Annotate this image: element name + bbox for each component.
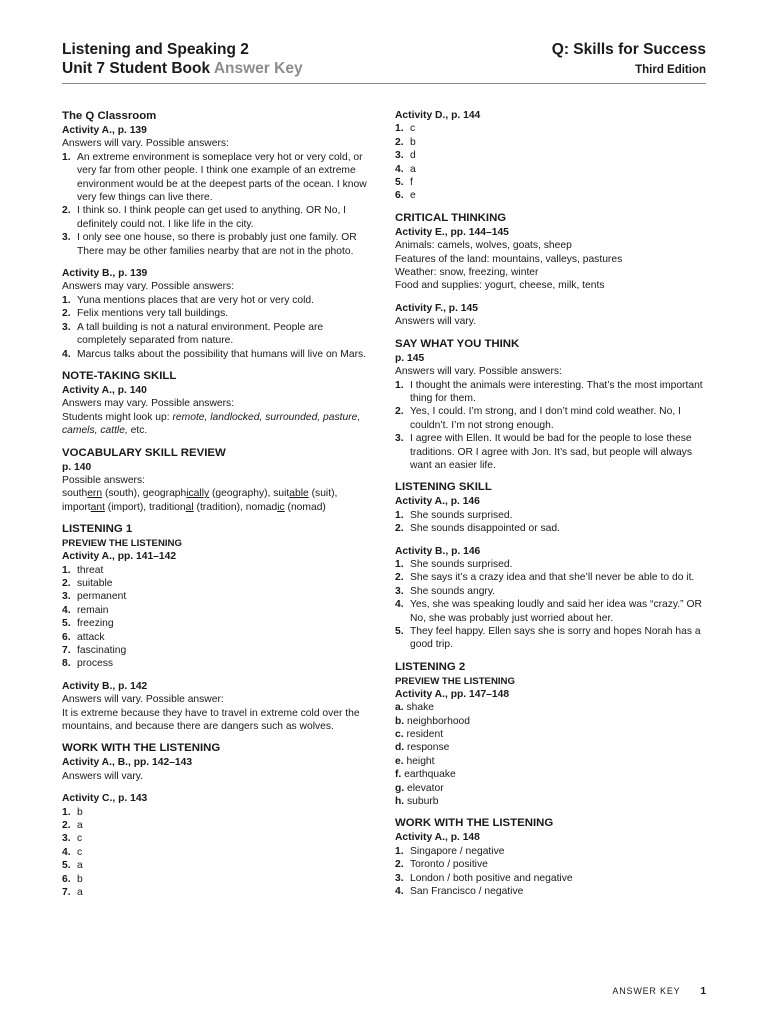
list-item <box>395 885 707 898</box>
unit-label: Unit 7 Student Book <box>62 60 211 77</box>
list-item <box>395 136 707 149</box>
item-text: a <box>410 163 416 175</box>
item-text: a <box>77 860 83 872</box>
word-root: (tradition), <box>193 501 246 513</box>
list-item <box>62 859 374 872</box>
word-root: (import), <box>104 501 149 513</box>
list-item <box>395 176 707 189</box>
item-number: 2. <box>62 205 71 217</box>
item-letter: h. <box>395 796 405 808</box>
answer-text: Answers will vary. <box>395 316 477 328</box>
page-header <box>62 40 706 84</box>
section-title-listening-1: LISTENING 1 <box>62 523 133 536</box>
item-text: height <box>406 755 435 767</box>
activity-intro: Answers will vary. Possible answers: <box>395 366 562 378</box>
list-item <box>395 558 707 571</box>
list-item <box>62 577 374 590</box>
letter-answer <box>395 782 707 795</box>
item-letter: a. <box>395 702 404 714</box>
item-number: 5. <box>395 626 404 637</box>
activity-heading: p. 140 <box>62 461 92 473</box>
item-text: She sounds surprised. <box>410 558 513 570</box>
activity-heading: Activity A., p. 148 <box>395 832 480 844</box>
activity-intro: Answers will vary. Possible answer: <box>62 694 224 706</box>
list-item <box>395 149 707 162</box>
word-suffix: ern <box>87 488 103 500</box>
activity-heading: Activity E., pp. 144–145 <box>395 226 509 238</box>
item-text: She sounds surprised. <box>410 509 513 521</box>
item-text: I thought the animals were interesting. That’s the most important thing for them. <box>410 379 703 404</box>
page-footer <box>560 986 706 997</box>
answer-line: Weather: snow, freezing, winter <box>395 267 539 279</box>
item-number: 3. <box>62 833 71 845</box>
section-title-vocabulary: VOCABULARY SKILL REVIEW <box>62 446 226 459</box>
series-title: Q: Skills for Success <box>551 41 706 58</box>
list-item <box>62 617 374 630</box>
item-number: 1. <box>62 806 71 818</box>
unit-title <box>62 59 303 78</box>
item-text: Marcus talks about the possibility that humans will live on Mars. <box>77 348 367 360</box>
item-text: She sounds disappointed or sad. <box>410 523 560 535</box>
list-item <box>395 858 707 871</box>
word-stem: south <box>62 488 88 500</box>
word-stem: suit <box>273 488 290 500</box>
item-letter: e. <box>395 755 404 767</box>
header-left <box>62 40 303 78</box>
item-number: 1. <box>395 509 404 521</box>
left-column <box>62 107 374 900</box>
answer-prefix: Students might look up: <box>62 411 173 423</box>
word-suffix: ant <box>90 501 105 513</box>
activity-heading: Activity A., pp. 147–148 <box>395 688 510 700</box>
word-root: (nomad) <box>284 501 326 513</box>
item-text: freezing <box>77 618 114 630</box>
item-number: 7. <box>62 887 71 899</box>
item-text: elevator <box>407 782 444 794</box>
item-letter: d. <box>395 742 405 754</box>
letter-answer <box>395 715 707 728</box>
answer-line: Features of the land: mountains, valleys, pastures <box>395 253 623 265</box>
list-item <box>395 379 707 406</box>
item-text: f <box>410 177 413 189</box>
item-number: 5. <box>62 618 71 630</box>
word-suffix: ic <box>277 501 285 513</box>
activity-intro: Answers may vary. Possible answers: <box>62 398 235 410</box>
activity-intro: Answers may vary. Possible answers: <box>62 281 235 293</box>
item-number: 2. <box>62 820 71 832</box>
item-number: 1. <box>395 123 404 135</box>
item-number: 6. <box>62 631 71 643</box>
list-item <box>395 405 707 432</box>
answer-list <box>62 151 374 258</box>
section-title-work-with-listening-2: WORK WITH THE LISTENING <box>395 817 554 830</box>
item-number: 1. <box>395 845 404 857</box>
word-suffix: ically <box>186 488 210 500</box>
item-number: 1. <box>62 564 71 576</box>
edition-label: Third Edition <box>635 64 706 76</box>
list-item <box>395 585 707 598</box>
item-text: remain <box>77 604 109 616</box>
item-text: b <box>410 136 416 148</box>
item-text: shake <box>406 702 434 714</box>
activity-intro: Answers will vary. Possible answers: <box>62 138 229 150</box>
book-title: Listening and Speaking 2 <box>62 41 249 58</box>
answer-list <box>395 122 707 202</box>
item-number: 5. <box>62 860 71 872</box>
word-root: (south), <box>102 488 143 500</box>
list-item <box>395 845 707 858</box>
page-number: 1 <box>700 986 706 997</box>
word-stem: geograph <box>142 488 187 500</box>
word-root: (suit), <box>308 488 338 500</box>
word-stem: tradition <box>149 501 186 513</box>
item-number: 4. <box>62 604 71 616</box>
vocab-answers <box>62 487 374 514</box>
item-text: I agree with Ellen. It would be bad for the people to lose these traditions. OR I agree with Jon. It’s sad, but people will always want an easier life. <box>410 433 692 471</box>
item-number: 3. <box>62 232 71 244</box>
item-text: Yes, I could. I’m strong, and I don’t mind cold weather. No, I couldn’t. I’m not strong enough. <box>410 406 681 431</box>
item-number: 3. <box>62 321 71 333</box>
item-text: suitable <box>77 577 113 589</box>
list-item <box>62 590 374 603</box>
list-item <box>395 122 707 135</box>
word-root: (geography), <box>209 488 274 500</box>
item-letter: b. <box>395 715 405 727</box>
list-item <box>62 832 374 845</box>
item-letter: g. <box>395 782 405 794</box>
word-suffix: al <box>185 501 194 513</box>
item-text: a <box>77 887 83 899</box>
item-letter: f. <box>395 769 402 781</box>
section-title-listening-skill: LISTENING SKILL <box>395 481 492 494</box>
item-number: 3. <box>395 585 404 597</box>
item-text: An extreme environment is someplace very hot or very cold, or very far from other people. I think one example of an extreme environment would be at the deepest parts of the ocean. I know very few things can live there. <box>77 151 367 204</box>
list-item <box>62 204 374 231</box>
right-column <box>395 107 707 899</box>
item-text: resident <box>406 729 444 741</box>
item-number: 8. <box>62 658 71 670</box>
item-number: 2. <box>395 523 404 535</box>
subsection-title: PREVIEW THE LISTENING <box>395 675 515 687</box>
list-item <box>395 189 707 202</box>
list-item <box>62 644 374 657</box>
list-item <box>395 625 707 652</box>
footer-label: ANSWER KEY <box>612 986 681 996</box>
item-text: Toronto / positive <box>410 859 488 871</box>
item-text: A tall building is not a natural environment. People are completely separated from nature. <box>77 321 324 347</box>
item-number: 2. <box>62 308 71 320</box>
activity-heading: Activity B., p. 146 <box>395 545 481 557</box>
item-text: process <box>77 658 114 670</box>
answer-suffix: etc. <box>127 425 148 437</box>
activity-heading: Activity A., p. 140 <box>62 384 147 396</box>
list-item <box>62 564 374 577</box>
item-number: 6. <box>395 190 404 202</box>
answer-list <box>395 379 707 473</box>
answer-list <box>395 845 707 899</box>
item-text: London / both positive and negative <box>410 872 573 884</box>
item-number: 3. <box>395 872 404 884</box>
item-text: threat <box>77 564 104 576</box>
letter-answer <box>395 755 707 768</box>
list-item <box>62 657 374 670</box>
list-item <box>395 432 707 472</box>
item-text: b <box>77 806 83 818</box>
item-text: neighborhood <box>407 715 471 727</box>
item-text: a <box>77 820 83 832</box>
item-number: 2. <box>395 572 404 584</box>
item-text: c <box>77 833 83 845</box>
list-item <box>62 348 374 361</box>
item-text: They feel happy. Ellen says she is sorry and hopes Norah has a good trip. <box>410 626 701 651</box>
item-text: She says it’s a crazy idea and that she’ll never be able to do it. <box>410 572 695 584</box>
item-number: 3. <box>395 433 404 445</box>
item-number: 1. <box>395 558 404 570</box>
list-item <box>395 163 707 176</box>
letter-answer <box>395 795 707 808</box>
list-item <box>62 873 374 886</box>
letter-answer <box>395 728 707 741</box>
item-text: Yuna mentions places that are very hot or very cold. <box>77 294 314 306</box>
activity-intro: Possible answers: <box>62 474 145 486</box>
list-item <box>395 522 707 535</box>
list-item <box>62 604 374 617</box>
answer-text: It is extreme because they have to travel in extreme cold over the mountains, and because there are dangers such as wolves. <box>62 707 360 733</box>
list-item <box>62 846 374 859</box>
letter-answer <box>395 768 707 781</box>
item-text: She sounds angry. <box>410 585 496 597</box>
item-text: Yes, she was speaking loudly and said her idea was “crazy.” OR No, she was probably just worried about her. <box>410 599 702 624</box>
activity-heading: Activity A., B., pp. 142–143 <box>62 757 193 769</box>
list-item <box>62 307 374 320</box>
answer-line: Food and supplies: yogurt, cheese, milk, tents <box>395 280 605 292</box>
item-number: 1. <box>395 379 404 391</box>
item-text: c <box>77 846 83 858</box>
list-item <box>395 571 707 584</box>
activity-heading: Activity D., p. 144 <box>395 110 481 121</box>
letter-answer <box>395 741 707 754</box>
item-text: c <box>410 123 416 135</box>
list-item <box>62 819 374 832</box>
item-text: permanent <box>77 591 127 603</box>
item-number: 2. <box>395 136 404 148</box>
activity-heading: Activity A., pp. 141–142 <box>62 551 177 563</box>
answer-key-label: Answer Key <box>213 60 303 77</box>
item-number: 6. <box>62 873 71 885</box>
answer-text: Answers will vary. <box>62 770 144 782</box>
list-item <box>395 598 707 625</box>
answer-italic-words: remote, landlocked, surrounded, pasture, camels, cattle, <box>62 411 361 437</box>
activity-heading: Activity B., p. 142 <box>62 680 148 692</box>
item-text: Singapore / negative <box>410 845 505 857</box>
item-number: 4. <box>62 846 71 858</box>
activity-heading: Activity A., p. 139 <box>62 125 147 136</box>
item-text: Felix mentions very tall buildings. <box>77 308 229 320</box>
activity-heading: p. 145 <box>395 352 425 364</box>
list-item <box>62 231 374 258</box>
activity-heading: Activity A., p. 146 <box>395 496 480 508</box>
item-number: 1. <box>62 294 71 306</box>
item-number: 5. <box>395 177 404 189</box>
activity-heading: Activity B., p. 139 <box>62 268 148 280</box>
letter-answer <box>395 701 707 714</box>
item-number: 3. <box>62 591 71 603</box>
list-item <box>62 631 374 644</box>
activity-heading: Activity F., p. 145 <box>395 302 478 314</box>
item-number: 4. <box>395 886 404 898</box>
item-text: I only see one house, so there is probably just one family. OR There may be other families nearby that are not in the photo. <box>77 232 357 257</box>
answer-list <box>62 806 374 900</box>
section-title-q-classroom: The Q Classroom <box>62 110 157 122</box>
answer-list <box>395 558 707 652</box>
item-text: suburb <box>407 796 439 808</box>
item-number: 3. <box>395 150 404 162</box>
answer-list <box>62 564 374 671</box>
list-item <box>62 321 374 348</box>
item-text: attack <box>77 631 105 643</box>
item-text: b <box>77 873 83 885</box>
list-item <box>395 872 707 885</box>
section-title-critical-thinking: CRITICAL THINKING <box>395 211 507 224</box>
item-text: e <box>410 190 416 202</box>
item-text: d <box>410 150 416 162</box>
item-number: 7. <box>62 645 71 656</box>
item-text: I think so. I think people can get used to anything. OR No, I definitely could not. I like life in the city. <box>77 205 347 230</box>
item-number: 2. <box>395 859 404 871</box>
item-number: 4. <box>395 599 404 611</box>
activity-heading: Activity C., p. 143 <box>62 793 148 805</box>
list-item <box>62 151 374 205</box>
item-number: 4. <box>62 348 71 360</box>
item-number: 1. <box>62 151 71 163</box>
subsection-title: PREVIEW THE LISTENING <box>62 538 182 550</box>
item-text: San Francisco / negative <box>410 886 524 898</box>
word-suffix: able <box>289 488 309 500</box>
answer-line: Animals: camels, wolves, goats, sheep <box>395 240 572 252</box>
word-stem: nomad <box>245 501 278 513</box>
header-right <box>552 40 706 81</box>
item-text: fascinating <box>77 645 127 656</box>
item-number: 4. <box>395 163 404 175</box>
section-title-say-what-you-think: SAY WHAT YOU THINK <box>395 337 520 350</box>
section-title-note-taking: NOTE-TAKING SKILL <box>62 369 177 382</box>
item-letter: c. <box>395 729 404 741</box>
list-item <box>62 294 374 307</box>
item-number: 2. <box>395 406 404 418</box>
item-text: response <box>407 742 450 754</box>
section-title-work-with-listening: WORK WITH THE LISTENING <box>62 742 221 755</box>
list-item <box>62 806 374 819</box>
answer-text <box>62 411 374 438</box>
answer-list <box>395 509 707 536</box>
section-title-listening-2: LISTENING 2 <box>395 660 466 673</box>
item-text: earthquake <box>404 769 456 781</box>
list-item <box>62 886 374 899</box>
list-item <box>395 509 707 522</box>
word-stem: import <box>62 501 91 513</box>
item-number: 2. <box>62 577 71 589</box>
answer-list <box>62 294 374 361</box>
